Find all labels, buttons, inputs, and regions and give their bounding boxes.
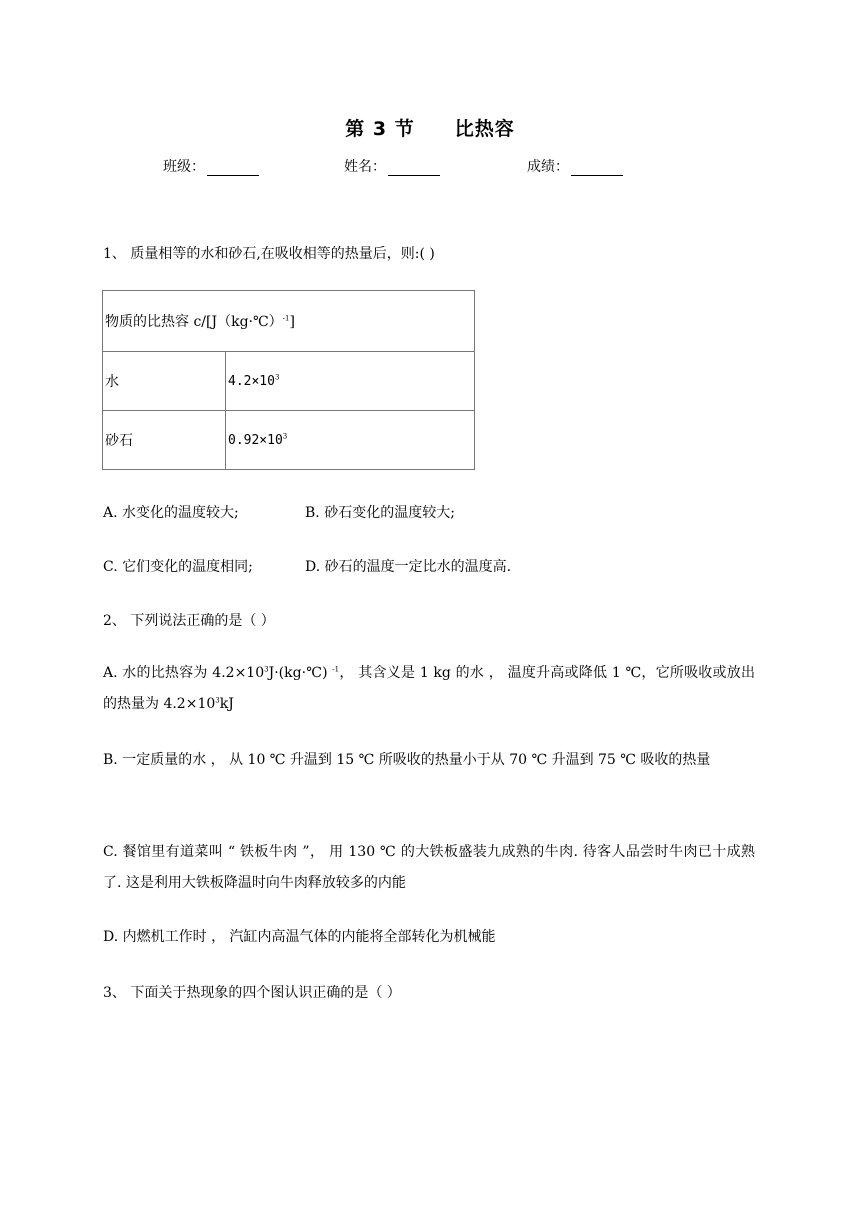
- q1-option-d: D. 砂石的温度一定比水的温度高.: [305, 559, 512, 575]
- specific-heat-table: [102, 290, 475, 470]
- table-header-row: [103, 291, 475, 352]
- score-label: 成绩：: [527, 159, 569, 175]
- class-field: [163, 156, 259, 176]
- q1-option-c: C. 它们变化的温度相同;: [103, 559, 253, 575]
- q2-option-c: C. 餐馆里有道菜叫 “ 铁板牛肉 ”， 用 130 ℃ 的大铁板盛装九成熟的牛肉. 待客人品尝时牛肉已十成熟了. 这是利用大铁板降温时向牛肉释放较多的内能: [103, 844, 755, 891]
- table-row: [103, 411, 475, 470]
- q2-option-b: B. 一定质量的水 ， 从 10 ℃ 升温到 15 ℃ 所吸收的热量小于从 70 ℃ 升温到 75 ℃ 吸收的热量: [103, 752, 711, 768]
- material-name: 水: [103, 352, 226, 411]
- q2-stem: 2、 下列说法正确的是（ ）: [103, 613, 275, 629]
- section-number: 第 3 节: [345, 118, 415, 140]
- table-header-cell: 物质的比热容 c/[J（kg·℃）$^{-1}$]: [103, 291, 475, 352]
- q3-stem: 3、 下面关于热现象的四个图认识正确的是（ ）: [103, 985, 401, 1001]
- q2-option-d: D. 内燃机工作时 ， 汽缸内高温气体的内能将全部转化为机械能: [103, 929, 496, 945]
- name-label: 姓名：: [344, 159, 386, 175]
- name-blank: [388, 161, 440, 176]
- name-field: [344, 156, 440, 176]
- score-field: [527, 156, 623, 176]
- table-row: [103, 352, 475, 411]
- class-label: 班级：: [163, 159, 205, 175]
- q1-option-b: B. 砂石变化的温度较大;: [305, 505, 455, 521]
- q1-stem: 1、 质量相等的水和砂石,在吸收相等的热量后，则:( ): [103, 246, 435, 262]
- q1-option-a: A. 水变化的温度较大;: [103, 505, 239, 521]
- q2-option-a: A. 水的比热容为 $4.2\times 10^3J\cdot(kg\cdot℃)$ $^{-1}$， 其含义是 1 kg 的水 ， 温度升高或降低 1 ℃，它所吸收或放出的热量为 $4.2\times 10^3kJ$: [103, 665, 755, 712]
- section-topic: 比热容: [454, 118, 515, 140]
- material-value: $4.2\times 10^3$: [226, 352, 475, 411]
- class-blank: [207, 161, 259, 176]
- material-value: $0.92\times 10^3$: [226, 411, 475, 470]
- score-blank: [571, 161, 623, 176]
- page-title: [0, 114, 860, 141]
- material-name: 砂石: [103, 411, 226, 470]
